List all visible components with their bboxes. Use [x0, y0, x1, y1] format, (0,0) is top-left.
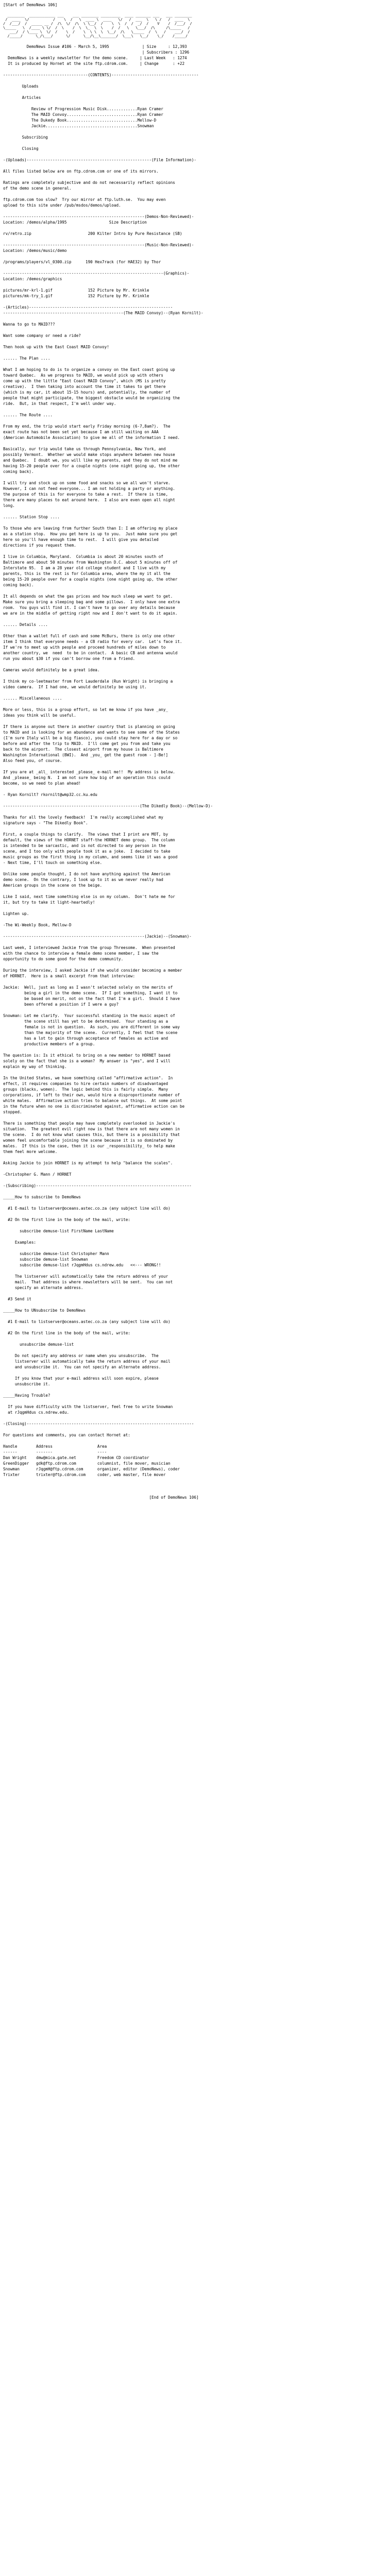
ascii-logo-line: ________ ____________ ___ ___ ________ _________ ____ _______ ___ ___ ________	[3, 13, 192, 18]
text-line: Asking Jackie to join HORNET is my attempt to help "balance the scales".	[3, 1161, 173, 1165]
text-line: If there is anyone out there in another country that is planning on going	[3, 724, 175, 729]
text-line: ------------------------------------(CONTENTS)-------------------------------------	[3, 73, 199, 77]
text-line: scene, and I too only with people took it as a joke. I decided to take	[3, 849, 171, 854]
text-line: DemoNews is a weekly newsletter for the demo scene. | Last Week : 1274	[3, 56, 187, 60]
text-line: | Subscribers : 1296	[3, 50, 190, 55]
text-line: come up with the little "East Coast MAID Convoy", which (MS is pretty	[3, 379, 166, 383]
blank-line	[3, 1302, 368, 1308]
text-line: _____Having Trouble?	[3, 1393, 50, 1398]
text-line: /programs/players/vl_0300.zip 190 Hex7rack (for HAE32) by Thor	[3, 260, 161, 264]
text-line: ...... The Route ....	[3, 413, 53, 417]
blank-line	[3, 866, 368, 871]
text-line: DemoNews Issue #106 - March 5, 1995 | Size : 12,393	[3, 44, 187, 49]
text-line: here so you'll have enough time to rest. I will give you detailed	[3, 537, 159, 542]
blank-line	[3, 628, 368, 633]
text-line: being 15-20 people over for a couple nights (one night going up, the other	[3, 577, 178, 582]
text-line: ride. But, in that respect, I'm well under way.	[3, 401, 116, 406]
text-line: Washington International (BWI). And _you_ get the guest room - ]-Be!]	[3, 753, 168, 757]
text-line: Closing	[3, 146, 39, 151]
text-line: Then hook up with the East Coast MAID Convoy!	[3, 345, 109, 349]
text-line: ...... The Plan ....	[3, 356, 50, 361]
text-line: people that might participate, the biggest obstacle would be organizing the	[3, 396, 180, 400]
blank-line	[3, 662, 368, 667]
text-line: ...... Station Stop ....	[3, 515, 60, 519]
blank-line	[3, 140, 368, 146]
text-line: there are many places to eat around here. I also are even open all night	[3, 498, 175, 502]
text-line: rv/retro.zip 200 Kilter Intro by Pure Resistance (SB)	[3, 231, 182, 236]
text-line: GreenDigger gdk@ftp.cdrom.com columnist, file mover, musician	[3, 1461, 171, 1466]
text-line: Examples:	[3, 1240, 37, 1245]
ascii-logo-line: \_____ \ /____ \ \/ / \ / \ \_ \ \ / / \ \___/ /\ /\_____ /	[3, 26, 190, 30]
text-line: white males. Affirmative action tries to balance out things. At some point	[3, 1098, 182, 1103]
text-line: demo scene. On the contrary, I look up to it as we never really had	[3, 877, 163, 882]
text-line: During the interview, I asked Jackie if she would consider becoming a member	[3, 968, 182, 973]
text-line: Subscribing	[3, 135, 48, 140]
text-line: unsubscribe demuse-list	[3, 1342, 74, 1347]
blank-line	[3, 786, 368, 792]
text-line: ----------------------------------------------------------(The Dikedly Book)--(Mellow-D)-	[3, 804, 213, 808]
blank-line	[3, 66, 368, 72]
text-line: to MAID and is looking for an abundance and wants to see some of the States	[3, 730, 180, 735]
text-line: the scene still has yet to be determined. Your standing as a	[3, 1019, 168, 1024]
text-line: Also feed you, of course.	[3, 758, 62, 763]
ascii-logo-line: ___/ / \____ \ \/ / \ / \ \ \ \ \__/ /\ \_____ / \ / ___/ /	[3, 30, 190, 34]
text-line: creative). I then taking into account the time it takes to get there	[3, 384, 166, 389]
text-line: I will try and stock up on some food and snacks so we all won't starve.	[3, 481, 171, 485]
blank-line	[3, 1211, 368, 1217]
text-line: The Dukedy Book..............................Mellow-D	[3, 118, 157, 123]
text-line: It is produced by Hornet at the site ftp.cdrom.com. | Change : +22	[3, 61, 185, 66]
text-line: being a girl in the demo scene. If I got something, I want it to	[3, 991, 178, 995]
text-line: Cameras would definitely be a great idea.	[3, 668, 100, 672]
blank-line	[3, 1415, 368, 1421]
text-line: become, so we need to plan ahead!	[3, 781, 81, 786]
text-line: with the chance to interview a female demo scene member, I saw the	[3, 951, 159, 956]
text-line: at rJqgmHdus cs.ndrew.edu.	[3, 1410, 70, 1415]
blank-line	[3, 798, 368, 803]
text-line: specify an alternate address.	[3, 1285, 83, 1290]
text-line: coming back).	[3, 583, 34, 587]
blank-line	[3, 809, 368, 815]
text-line: Jackie.......................................Snowman	[3, 124, 154, 128]
blank-line	[3, 917, 368, 922]
text-line: The listserver will automatically take the return address of your	[3, 1274, 168, 1279]
text-line: Uploads	[3, 84, 39, 89]
text-line: is intended to be sarcastic, and is not directed to any person in the	[3, 843, 166, 848]
blank-line	[3, 361, 368, 367]
text-line: Trixter trixter@ftp.cdrom.com coder, web master, file mover	[3, 1472, 166, 1477]
text-line: toward Quebec. As we progress to MAID, we would pick up with others	[3, 373, 163, 378]
blank-line	[3, 265, 368, 270]
blank-line	[3, 509, 368, 514]
text-line: in the future when no one is discriminated against, affirmative action can be	[3, 1104, 185, 1109]
text-line: subscribe demuse-list Christopher Mann	[3, 1251, 109, 1256]
text-line: Review of Progression Music Disk.............Ryan Cramer	[3, 107, 163, 111]
text-line: The MAID Convoy..............................Ryan Cramer	[3, 112, 163, 117]
text-line: American groups in the scene on the beige.	[3, 883, 103, 888]
text-line: explain my way of thinking.	[3, 1064, 67, 1069]
text-line: males. If this is the case, then it is our _responsibility_ to help make	[3, 1144, 175, 1148]
text-line: unsubscribe it.	[3, 1382, 50, 1386]
text-line: #3 Send it	[3, 1297, 31, 1301]
text-line: Want some company or need a ride?	[3, 333, 81, 338]
blank-line	[3, 673, 368, 679]
text-line: listserver will automatically take the return address of your mail	[3, 1359, 171, 1364]
blank-line	[3, 979, 368, 985]
text-line: signature says - "The Dikedly Book".	[3, 821, 88, 825]
text-line: Location: /demos/music/demo	[3, 248, 67, 253]
blank-line	[3, 1291, 368, 1296]
text-line: Unlike some people thought, I do not have anything against the American	[3, 872, 171, 876]
blank-line	[3, 38, 368, 44]
blank-line	[3, 1347, 368, 1353]
blank-line	[3, 1200, 368, 1206]
blank-line	[3, 1313, 368, 1319]
text-line: ------------------------------------------------------------(Music-Non-Reviewed)-	[3, 243, 194, 247]
blank-line	[3, 191, 368, 197]
text-line: has a lot to gain through acceptance of females as active and	[3, 1036, 168, 1041]
text-line: _____How to UNsubscribe to DemoNews	[3, 1308, 86, 1313]
blank-line	[3, 78, 368, 83]
text-line: Jackie: Well, just as long as I wasn't selected solely on the merits of	[3, 985, 173, 990]
text-line: ---------------------------------------------------(The MAID Convoy)--(Ryan Kornilt)-	[3, 311, 204, 315]
text-line: And _please_ being N. I am not sure how big of an operation this could	[3, 775, 171, 780]
text-line: and Quebec. I doubt we, you will like my parents, and they do not mind me	[3, 458, 178, 463]
blank-line	[3, 888, 368, 894]
text-line: #1 E-mail to listserver@oceans.astec.co.za (any subject line will do)	[3, 1319, 171, 1324]
text-line: There is something that people may have completely overlooked in Jackie's	[3, 1121, 175, 1126]
blank-line	[3, 690, 368, 696]
text-line: I think my co-leetmaster from Fort Lauderdale (Run Wright) is bringing a	[3, 679, 173, 684]
blank-line	[3, 1223, 368, 1228]
text-line: ideas you think will be useful.	[3, 713, 76, 718]
text-line: of HORNET. Here is a small excerpt from that interview:	[3, 974, 136, 978]
blank-line	[3, 1234, 368, 1240]
blank-line	[3, 1070, 368, 1075]
text-line: Like I said, next time something else is on my column. Don't hate me for	[3, 894, 175, 899]
text-line: situation. The greatest evil right now is that there are not many women in	[3, 1127, 180, 1131]
blank-line	[3, 588, 368, 594]
text-line: Interstate 95. I am a 28 year old college student and I live with my	[3, 566, 166, 570]
text-line: Other than a wallet full of cash and some McBurs, there is only one other	[3, 634, 175, 638]
text-line: Snowman rJqgmH@ftp.cdrom.com organizer, editor (DemoNews), coder	[3, 1467, 180, 1471]
blank-line	[3, 151, 368, 157]
blank-line	[3, 418, 368, 423]
blank-line	[3, 225, 368, 231]
blank-line	[3, 939, 368, 945]
text-line: --------------------------------------------------------------------(Graphics)-	[3, 271, 190, 276]
blank-line	[3, 520, 368, 526]
blank-line	[3, 1189, 368, 1194]
text-line: I live in Columbia, Maryland. Columbia is about 20 minutes south of	[3, 554, 163, 559]
text-line: and unsubscribe it. You can not specify an alternate address.	[3, 1365, 161, 1369]
text-line: -Christopher G. Mann / HORNET	[3, 1172, 72, 1177]
text-line: If you are at _all_ interested _please_ e-mail me!! My address is below.	[3, 770, 175, 774]
blank-line	[3, 440, 368, 446]
text-line: Handle Address Area	[3, 1444, 107, 1449]
blank-line	[3, 1115, 368, 1121]
blank-line	[3, 174, 368, 180]
text-line: (which is my car, it about 15-15 hours) and, potentially, the number of	[3, 390, 171, 395]
blank-line	[3, 208, 368, 214]
text-line: item I think that everyone needs - a CB radio for every car. Let's face it.	[3, 639, 182, 644]
text-line: -(Articles)-------------------------------------------------------------	[3, 305, 173, 310]
text-line: Thanks for all the lovely feedback! I'm really accomplished what my	[3, 815, 163, 820]
text-line: the purpose of this is for everyone to take a rest. If there is time,	[3, 492, 168, 497]
text-line: room. You guys will find it. I can't have to go over any details because	[3, 605, 175, 610]
text-line: What I am hoping to do is to organize a convoy on the East coast going up	[3, 367, 175, 372]
blank-line	[3, 338, 368, 344]
text-line: upload to this site under /pub/msdos/demos/upload.	[3, 203, 121, 208]
text-line: before and after the trip to MAID. I'll come get you from and take you	[3, 741, 171, 746]
text-line: ------------------------------------------------------------(Demos-Non-Reviewed)-	[3, 214, 194, 219]
text-line: (I'm sure Italy will be a big fiasco), you could stay here for a day or so	[3, 736, 178, 740]
text-line: - Ryan Kornilt? rkornilt@wmp32.cc.ku.edu	[3, 792, 97, 797]
text-line: exact route has not been set yet because I am still waiting on AAA	[3, 430, 159, 434]
text-line: ...... Miscellaneous ....	[3, 696, 62, 701]
text-line: Dan Wright dmw@mica.gate.net Freedom CD coordinator	[3, 1455, 149, 1460]
text-line: solely on the fact that she is a woman? My answer is "yes", and I will	[3, 1059, 171, 1063]
text-line: To those who are leaving from further South than I: I am offering my place	[3, 526, 178, 531]
blank-line	[3, 316, 368, 321]
text-line: Baltimore and about 50 minutes from Washington D.C. about 5 minutes off of	[3, 560, 178, 565]
text-line: as a station stop. How you get here is up to you. Just make sure you get	[3, 532, 178, 536]
text-line: default, the views of the HORNET staff-the HORNET demo group. The column	[3, 838, 175, 842]
blank-line	[3, 163, 368, 168]
text-line: coming back).	[3, 469, 34, 474]
text-line: (American Automobile Association) to give me all of the information I need.	[3, 435, 180, 440]
text-line: ------------------------------------------------------------(Jackie)--(Snowman)-	[3, 934, 192, 939]
blank-line	[3, 129, 368, 134]
text-line: Basically, our trip would take us through Pennsylvania, New York, and	[3, 447, 166, 451]
text-line: we are in the middle of getting right now and I don't want to do it again.	[3, 611, 178, 616]
text-line: ...... Details ....	[3, 622, 48, 627]
blank-line	[3, 962, 368, 968]
text-line: Ratings are completely subjective and do not necessarily reflect opinions	[3, 180, 175, 185]
blank-line	[3, 89, 368, 95]
text-line: subscribe demuse-list FirstName LastName	[3, 1229, 114, 1233]
text-line: #2 On the first line in the body of the mail, write:	[3, 1217, 130, 1222]
text-line: stopped.	[3, 1110, 22, 1114]
blank-line	[3, 1398, 368, 1404]
blank-line	[3, 327, 368, 333]
text-line: productive members of a group.	[3, 1042, 95, 1046]
text-line: Articles	[3, 95, 41, 100]
blank-line	[3, 1336, 368, 1342]
text-line: -(Uploads)-----------------------------------------------------(File Information)-	[3, 158, 196, 162]
ascii-logo-line: /_____/ \_/\___/ \/ \__/\__\_______/ \___\ \__/ \_/ /_____/	[3, 34, 188, 38]
blank-line	[3, 299, 368, 304]
blank-line	[3, 928, 368, 934]
text-line: If we're to meet up with people and proceed hundreds of miles down to	[3, 645, 166, 650]
text-line: -(Closing)-----------------------------------------------------------------------	[3, 1421, 194, 1426]
text-line: corporations, if left to their own, would hire a disproportionate number of	[3, 1093, 180, 1097]
ascii-logo-line: / /___/ / _____ __ / /\ \/ /\ \ \__/ / \ \ / / _/ / V / /___/ /	[3, 22, 192, 26]
text-line: More or less, this is a group effort, so let me know if you have _any_	[3, 707, 168, 712]
text-line: pictures/mk-try_1.gif 152 Picture by Mr. Krinkle	[3, 294, 149, 298]
blank-line	[3, 764, 368, 769]
text-line: women feel uncomfortable joining the scene because it is so dominated by	[3, 1138, 173, 1143]
text-line: _____How to subscribe to DemoNews	[3, 1195, 81, 1199]
blank-line	[3, 905, 368, 911]
text-line: ftp.cdrom.com too slow? Try our mirror at ftp.luth.se. You may even	[3, 197, 166, 202]
blank-line	[3, 1387, 368, 1393]
text-line: having 15-20 people over for a couple nights (one night going up, the other	[3, 464, 180, 468]
blank-line	[3, 100, 368, 106]
text-line: been offered a position if I were a guy?	[3, 1002, 119, 1007]
text-line: of the demo scene in general.	[3, 186, 72, 191]
text-line: possibly Vermont. Whether we would make stops anywhere between new house	[3, 452, 175, 457]
text-line: female is not in question. As such, you are different in some way	[3, 1025, 180, 1029]
text-line: video camera. If I had one, we would definitely be using it.	[3, 685, 147, 689]
text-line: It all depends on what the gas prices and how much sleep we want to get.	[3, 594, 173, 599]
blank-line	[3, 1478, 368, 1483]
text-line: All files listed below are on ftp.cdrom.com or one of its mirrors.	[3, 169, 159, 174]
text-line: it, but try to take it light-heartedly!	[3, 900, 95, 905]
text-line: the scene. I do not know what causes this, but there is a possibility that	[3, 1132, 180, 1137]
text-line: than the majority of the scene. Currently, I feel that the scene	[3, 1030, 178, 1035]
text-line: Wanna to go to MAID???	[3, 322, 55, 327]
blank-line	[3, 1489, 368, 1495]
text-line: First, a couple things to clarify. The views that I print are MOT, by	[3, 832, 168, 837]
blank-line	[3, 1325, 368, 1330]
text-line: #2 On the first line in the body of the mail, write:	[3, 1331, 130, 1335]
blank-line	[3, 1370, 368, 1376]
text-line: subscribe demuse-list rJqgmHdus cs.ndrew.edu <<--- WRONG!!	[3, 1263, 161, 1267]
text-line: Last week, I interviewed Jackie from the group Threesome. When presented	[3, 945, 175, 950]
text-line: From my end, the trip would start early Friday morning (6-7,8am?). The	[3, 424, 171, 429]
text-line: -The Wi-Weekly Book, Mellow-D	[3, 923, 72, 927]
ascii-logo-line: / ____ \/ / \ / \ ____ \ ____ \/ / ___ \ \ / / ____ \	[3, 18, 190, 22]
text-line: [End of DemoNews 106]	[3, 1495, 199, 1500]
text-line: effect, it requires companies to hire certain numbers of disadvantaged	[3, 1081, 168, 1086]
text-line: The question is: Is it ethical to bring on a new member to HORNET based	[3, 1053, 171, 1058]
text-line: - Next time, I'll touch on something else.	[3, 860, 103, 865]
blank-line	[3, 236, 368, 242]
text-line: music groups as the first thing in my column, and seems like it was a good	[3, 855, 178, 859]
blank-line	[3, 474, 368, 480]
blank-line	[3, 548, 368, 554]
text-line: opportunity to do some good for the demo community.	[3, 957, 124, 961]
text-line: groups (blacks, women). The logic behind this is fairly simple. Many	[3, 1087, 168, 1092]
blank-line	[3, 8, 368, 13]
blank-line	[3, 1007, 368, 1013]
blank-line	[3, 1177, 368, 1183]
blank-line	[3, 701, 368, 707]
text-line: long.	[3, 503, 15, 508]
text-line: If you know that your e-mail address will soon expire, please	[3, 1376, 159, 1381]
blank-line	[3, 253, 368, 259]
text-line: back to the airport. The closest airport from my house is Baltimore	[3, 747, 163, 752]
text-line: Do not specify any address or name when you unsubscribe. The	[3, 1353, 159, 1358]
text-line: mail. That address is where newsletters will be sent. You can not	[3, 1280, 173, 1284]
blank-line	[3, 282, 368, 287]
blank-line	[3, 1438, 368, 1444]
text-line: directions if you request them.	[3, 543, 76, 548]
text-line: If you have difficulty with the listserver, feel free to write Snowman	[3, 1404, 173, 1409]
text-line: run you about $30 if you can't borrow one from a friend.	[3, 656, 136, 661]
blank-line	[3, 406, 368, 412]
text-line: In the United States, we have something called "affirmative action". In	[3, 1076, 173, 1080]
text-line: Make sure you bring a sleeping bag and some pillows. I only have one extra	[3, 600, 180, 604]
text-line: another country, we need to be in contact. A basic CB and antenna would	[3, 651, 178, 655]
blank-line	[3, 826, 368, 832]
text-line: #1 E-mail to listserver@oceans.astec.co.za (any subject line will do)	[3, 1206, 171, 1211]
text-line: [Start of DemoNews 106]	[3, 3, 58, 7]
blank-line	[3, 1166, 368, 1172]
text-line: -(Subscribing)------------------------------------------------------------------	[3, 1183, 192, 1188]
blank-line	[3, 1483, 368, 1489]
text-line: Location: /demos/alpha/1995 Size Description	[3, 220, 147, 225]
blank-line	[3, 1155, 368, 1160]
blank-line	[3, 1245, 368, 1251]
blank-line	[3, 1268, 368, 1274]
text-line: ------ ------- ----	[3, 1450, 107, 1454]
text-line: pictures/mr-krl-1.gif 152 Picture by Mr. Krinkle	[3, 288, 149, 293]
blank-line	[3, 616, 368, 622]
text-line: be based on merit, not on the fact that I'm a girl. Should I have	[3, 996, 180, 1001]
text-line: Snowman: Let me clarify. Your successful standing in the music aspect of	[3, 1013, 175, 1018]
text-line: Location: /demos/graphics	[3, 277, 62, 281]
text-line: Lighten up.	[3, 911, 29, 916]
blank-line	[3, 1427, 368, 1432]
text-line: subscribe demuse-list Snowman	[3, 1257, 88, 1262]
text-line: For questions and comments, you can contact Hornet at:	[3, 1433, 130, 1437]
text-line: However, I can not feed everyone... I am not holding a party or anything.	[3, 486, 175, 491]
text-line: parents, this is the rest is for Columbia area, where the my it all the	[3, 571, 171, 576]
text-line: them feel more welcome.	[3, 1149, 58, 1154]
blank-line	[3, 1047, 368, 1053]
blank-line	[3, 350, 368, 355]
blank-line	[3, 718, 368, 724]
